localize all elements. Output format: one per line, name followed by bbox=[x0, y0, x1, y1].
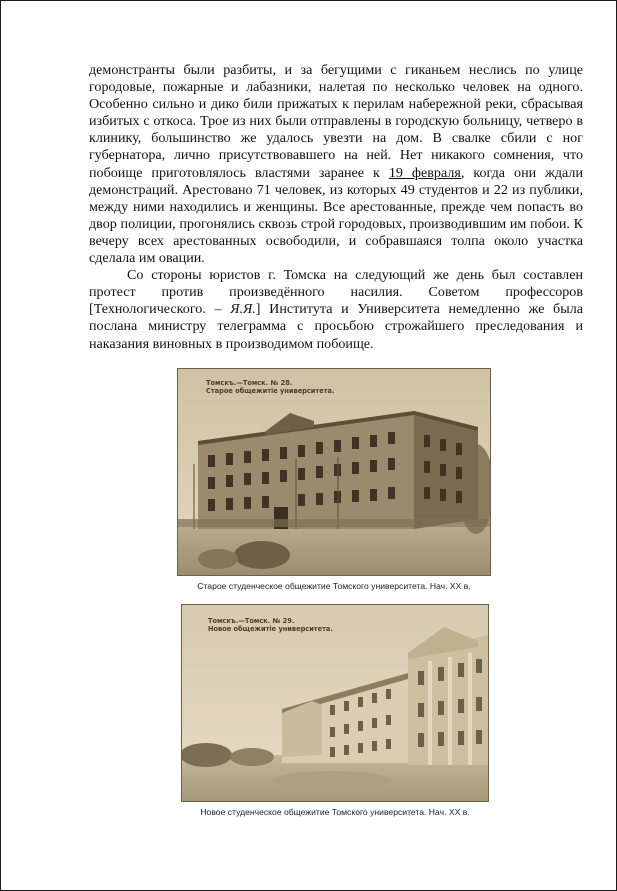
date-link[interactable]: 19 февраля bbox=[388, 164, 461, 181]
new-postcard-label bbox=[208, 617, 333, 633]
figure-new-dormitory bbox=[181, 604, 489, 817]
paragraph-2 bbox=[89, 267, 583, 352]
old-postcard-label bbox=[206, 379, 335, 395]
paragraph-1 bbox=[89, 62, 583, 267]
old-dormitory-photo bbox=[177, 368, 491, 576]
old-postcard-number: Томскъ.—Томск. № 28. bbox=[206, 379, 293, 387]
paragraph-1-text-b: , когда они ждали демонстраций. Арестовано 71 человек, из которых 49 студентов и 22 из публики, между ними находились и женщины. Все арестованные, прежде чем попасть во двор полиции, прогонялись сквозь строй городовых, производившим им побои. К вечеру всех арестованных освободили, и собравшаяся толпа около участка сделала им овации. bbox=[89, 164, 583, 267]
old-postcard-title: Старое общежитіе университета. bbox=[206, 387, 335, 395]
figure-old-dormitory bbox=[177, 368, 491, 591]
old-dormitory-caption: Старое студенческое общежитие Томского университета. Нач. XX в. bbox=[197, 581, 471, 591]
paragraph-1-text-a: демонстранты были разбиты, и за бегущими с гиканьем неслись по улице городовые, пожарные и лабазники, налетая по несколько человек на одного. Особенно сильно и дико били прижатых к перилам набережной реки, сбрасывая избитых с откоса. Трое из них были отправлены в городскую больницу, четверо в клинику, большинство же удалось увезти на дом. В свалке сбили с ног губернатора, лично присутствовавшего на ней. Нет никакого сомнения, что побоище приготовлялось властями заранее к bbox=[89, 62, 583, 181]
paragraph-2-text-a: Со стороны юристов г. Томска на следующий же день был составлен протест против произведённого насилия. Советом профессоров [Технологического. – bbox=[89, 267, 583, 318]
new-dormitory-caption: Новое студенческое общежитие Томского университета. Нач. XX в. bbox=[200, 807, 470, 817]
body-text bbox=[89, 62, 583, 353]
new-postcard-title: Новое общежитіе университета. bbox=[208, 625, 333, 633]
paragraph-2-text-b: ] Института и Университета немедленно же была послана министру телеграмма с просьбою строжайшего преследования и наказания виновных в производимом побоище. bbox=[89, 301, 583, 352]
new-dormitory-photo bbox=[181, 604, 489, 802]
editor-initials: Я.Я. bbox=[230, 301, 256, 318]
new-postcard-number: Томскъ.—Томск. № 29. bbox=[208, 617, 295, 625]
